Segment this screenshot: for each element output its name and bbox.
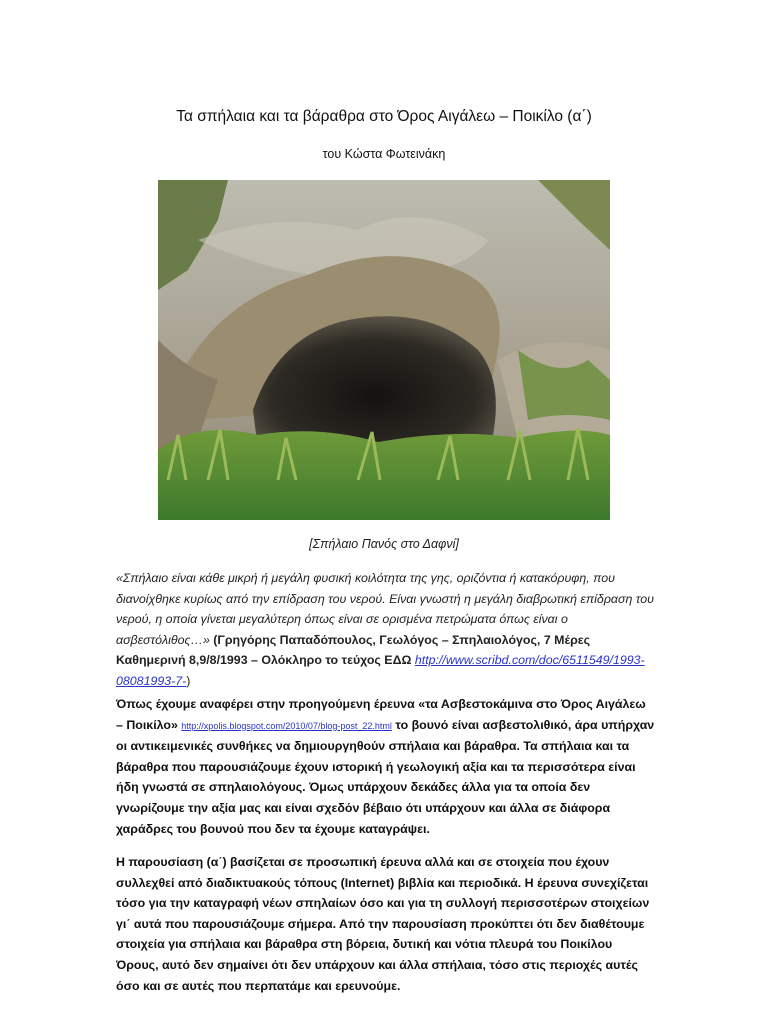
document-author: του Κώστα Φωτεινάκη [322, 147, 446, 161]
paragraph-intro-after: το βουνό είναι ασβεστολιθικό, άρα υπήρχαν οι αντικειμενικές συνθήκες να δημιουργηθούν σπήλαια και βάραθρα. Τα σπήλαια και τα βάραθρα που παρουσιάζουμε έχουν ιστορική ή γεωλογική αξία και τα περισσότερα είναι ήδη γνωστά σε σπηλαιολόγους. Όμως υπάρχουν δεκάδες άλλα για τα οποία δεν γνωρίζουμε την αξία μας και είναι σχεδόν βέβαιο ότι υπάρχουν και άλλα σε διάφορα χαράδρες του βουνού που δεν τα έχουμε καταγράψει. [116, 717, 655, 836]
paragraph-intro [116, 694, 656, 839]
quote-text: «Σπήλαιο είναι κάθε μικρή ή μεγάλη φυσική κοιλότητα της γης, οριζόντια ή κατακόρυφη, που διανοίχθηκε κυρίως από την επίδραση του νερού. Είναι γνωστή η μεγάλη διαβρωτική επίδραση του νερού, η οποία γίνεται μεγαλύτερη όπως είναι σε ορισμένα πετρώματα όπως είναι ο ασβεστόλιθος…» [116, 571, 654, 647]
blog-link[interactable]: http://xpolis.blogspot.com/2010/07/blog-post_22.html [181, 720, 392, 731]
document-title: Τα σπήλαια και τα βάραθρα στο Όρος Αιγάλεω – Ποικίλο (α΄) [176, 108, 592, 125]
scribd-link[interactable]: http://www.scribd.com/doc/6511549/1993-08081993-7- [116, 653, 645, 688]
quote-source: (Γρηγόρης Παπαδόπουλος, Γεωλόγος – Σπηλαιολόγος, 7 Μέρες Καθημερινή 8,9/8/1993 – Ολόκληρο το τεύχος ΕΔΩ [116, 632, 591, 668]
paragraph-intro-before: Όπως έχουμε αναφέρει στην προηγούμενη έρευνα «τα Ασβεστοκάμινα στο Όρος Αιγάλεω – Ποικίλο» [116, 697, 646, 732]
photo-caption: [Σπήλαιο Πανός στο Δαφνί] [309, 537, 459, 551]
cave-photo [158, 180, 610, 520]
paragraph-research: Η παρουσίαση (α΄) βασίζεται σε προσωπική έρευνα αλλά και σε στοιχεία που έχουν συλλεχθεί από διαδικτυακούς τόπους (Internet) βιβλία και περιοδικά. Η έρευνα συνεχίζεται τόσο για την καταγραφή νέων σπηλαίων όσο και για τη συλλογή περισσοτέρων στοιχείων γι΄ αυτά που παρουσιάζουμε σήμερα. Από την παρουσίαση προκύπτει ότι δεν διαθέτουμε στοιχεία για σπήλαια και βάραθρα στη βόρεια, δυτική και νότια πλευρά του Ποικίλου Όρους, αυτό δεν σημαίνει ότι δεν υπάρχουν και άλλα σπήλαια, τόσο στις περιοχές αυτές όσο και σε αυτές που περπατάμε και ερευνούμε. [116, 855, 650, 993]
quote-close: ) [186, 673, 191, 688]
definition-quote [116, 568, 656, 692]
